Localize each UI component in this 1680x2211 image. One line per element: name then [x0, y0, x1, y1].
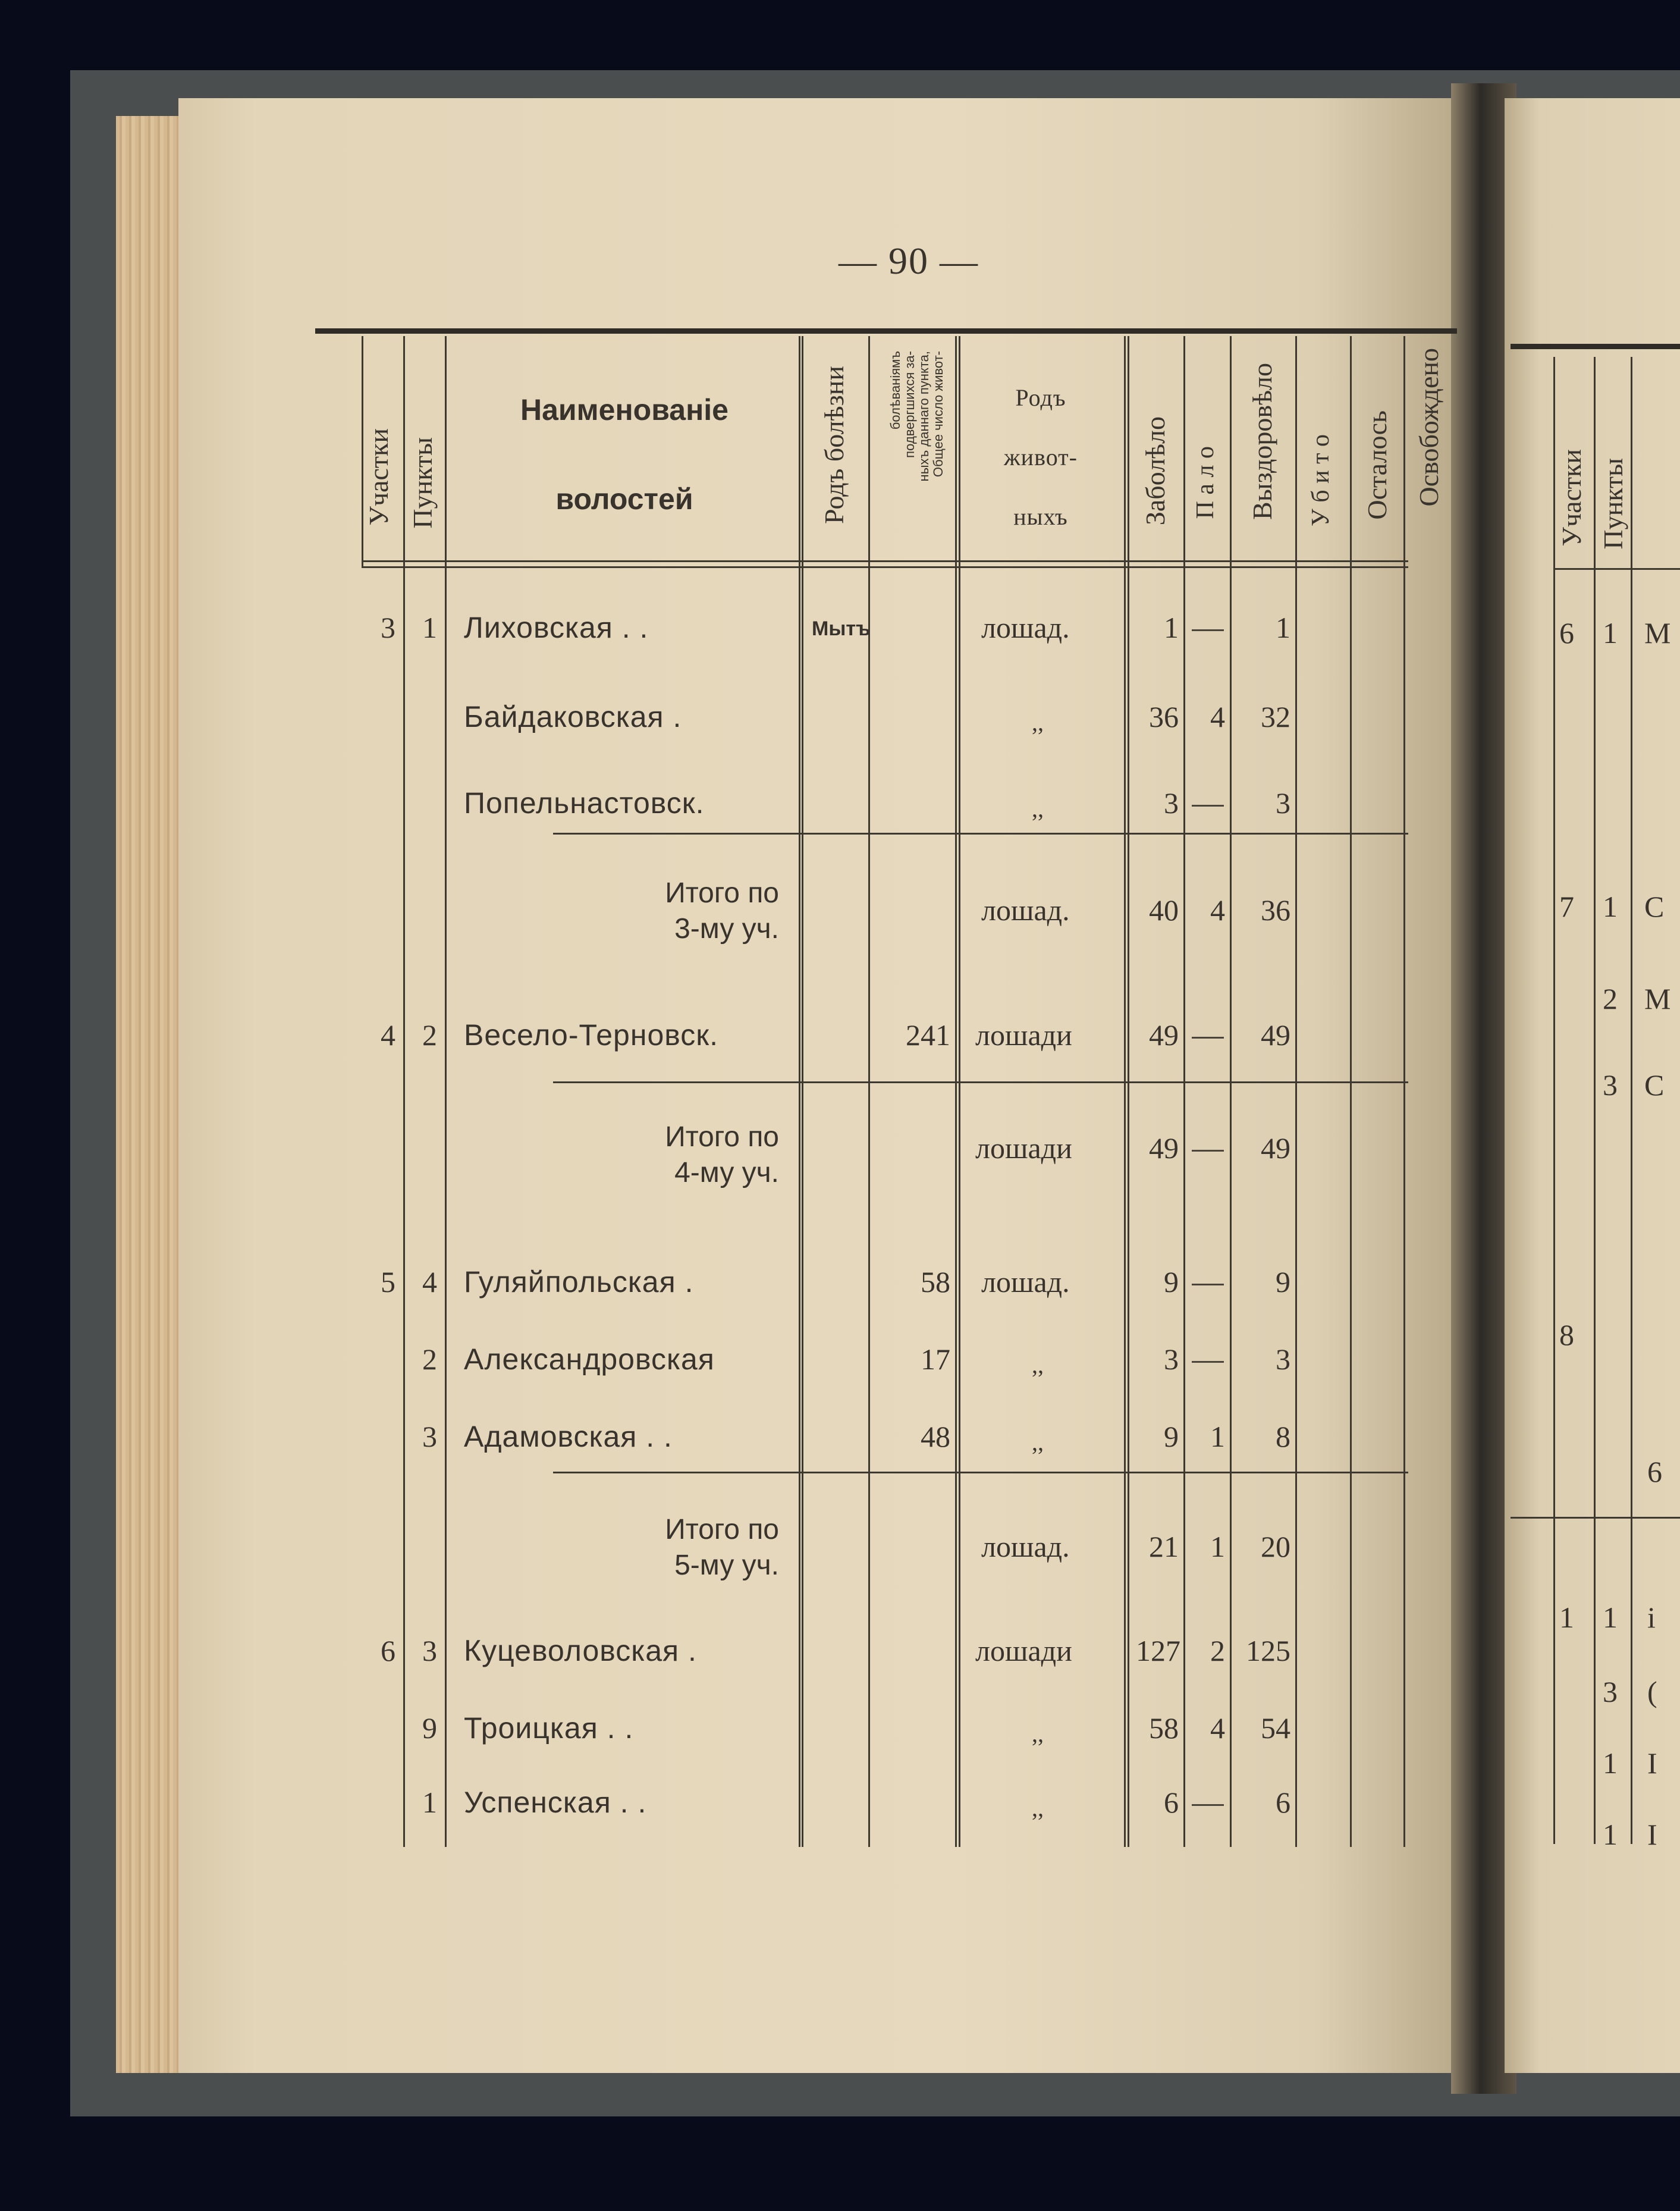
page-number: — 90 —: [839, 240, 979, 282]
col-line: [1124, 336, 1126, 1847]
cell-uchastok: 5: [381, 1265, 395, 1299]
col-line: [955, 336, 957, 1847]
cell-zabolelo: 40: [1149, 893, 1179, 927]
cell-vyzdorovelo: 49: [1261, 1018, 1290, 1052]
cell-palo: 4: [1210, 893, 1225, 927]
cell-vyzdorovelo: 1: [1276, 611, 1290, 644]
header-osvobozhdeno: Освобождено: [1414, 348, 1444, 507]
header-name-line1: Наименованіе: [520, 393, 728, 426]
cell-palo: 1: [1210, 1530, 1225, 1563]
right-cell-text: С: [1644, 890, 1665, 923]
cell-vyzdorovelo: 125: [1246, 1634, 1290, 1667]
cell-vyzdorovelo: 3: [1276, 786, 1290, 820]
cell-vyzdorovelo: 8: [1276, 1420, 1290, 1453]
cell-kind: лошад.: [981, 1530, 1070, 1563]
subtotal-label-line2: 5-му уч.: [674, 1550, 779, 1581]
header-vyzdorovelo: Выздоровѣло: [1247, 363, 1277, 520]
cell-total-animals: 17: [921, 1343, 950, 1376]
cell-uchastok: 6: [381, 1634, 395, 1667]
dash-palo: [1192, 1804, 1224, 1806]
cell-punkt: 4: [422, 1265, 437, 1299]
cell-vyzdorovelo: 49: [1261, 1131, 1290, 1165]
cell-zabolelo: 21: [1149, 1530, 1179, 1563]
cell-uchastok: 3: [381, 611, 395, 644]
header-total-animals: [874, 351, 952, 541]
cell-palo: 2: [1210, 1634, 1225, 1667]
col-line: [959, 336, 960, 1847]
header-kind-line1: Родъ: [1015, 384, 1066, 411]
cell-vyzdorovelo: 54: [1261, 1711, 1290, 1745]
cell-palo: 1: [1210, 1420, 1225, 1453]
cell-kind: лошад.: [981, 1265, 1070, 1299]
right-cell-punkt: 3: [1603, 1068, 1618, 1102]
cell-palo: 4: [1210, 1711, 1225, 1745]
cell-vyzdorovelo: 3: [1276, 1343, 1290, 1376]
cell-punkt: 2: [422, 1018, 437, 1052]
header-ostalos: Осталось: [1362, 410, 1392, 520]
right-section-rule: [1511, 1517, 1680, 1519]
header-zabolelo: Заболѣло: [1140, 416, 1170, 526]
cell-uchastok: 4: [381, 1018, 395, 1052]
cell-zabolelo: 49: [1149, 1131, 1179, 1165]
right-col-line: [1594, 357, 1596, 1844]
cell-kind-ditto: ,,: [1032, 1795, 1044, 1821]
header-total-line: болѣваніямъ: [888, 351, 903, 430]
subtotal-label-line2: 3-му уч.: [674, 913, 779, 945]
right-cell-punkt: 1: [1603, 1601, 1618, 1634]
cell-kind: лошад.: [981, 893, 1070, 927]
cell-kind-ditto: ,,: [1032, 709, 1044, 736]
cell-kind-ditto: ,,: [1032, 1351, 1044, 1378]
cell-volost-name: Лиховская . .: [464, 611, 649, 644]
col-line: [868, 336, 870, 1847]
cell-palo: 4: [1210, 700, 1225, 733]
right-cell-punkt: 1: [1603, 890, 1618, 923]
cell-zabolelo: 3: [1164, 786, 1179, 820]
cell-kind: лошади: [975, 1131, 1072, 1165]
right-cell-text: (: [1647, 1675, 1657, 1708]
cell-vyzdorovelo: 6: [1276, 1786, 1290, 1819]
right-cell-text: С: [1644, 1068, 1665, 1102]
dash-palo: [1192, 1361, 1224, 1363]
cell-punkt: 2: [422, 1343, 437, 1376]
cell-zabolelo: 1: [1164, 611, 1179, 644]
right-cell-uchastok: 6: [1559, 616, 1574, 650]
cell-zabolelo: 9: [1164, 1420, 1179, 1453]
cell-vyzdorovelo: 20: [1261, 1530, 1290, 1563]
dash-palo: [1192, 1037, 1224, 1039]
col-line: [1183, 336, 1185, 1847]
header-palo: П а л о: [1192, 446, 1219, 519]
header-bottom-rule-2: [362, 566, 1408, 568]
cell-disease: Мытъ: [812, 617, 871, 640]
cell-vyzdorovelo: 36: [1261, 893, 1290, 927]
header-uchastki: Участки: [363, 428, 394, 526]
right-cell-uchastok: 8: [1559, 1318, 1574, 1351]
right-cell-text: І: [1647, 1746, 1657, 1780]
right-cell-punkt: 1: [1603, 616, 1618, 650]
cell-punkt: 9: [422, 1711, 437, 1745]
header-punkty: Пункты: [407, 437, 438, 529]
cell-zabolelo: 127: [1136, 1634, 1180, 1667]
right-cell-text: 6: [1647, 1455, 1662, 1488]
col-line: [1128, 336, 1129, 1847]
cell-zabolelo: 3: [1164, 1343, 1179, 1376]
cell-kind-ditto: ,,: [1032, 1429, 1044, 1456]
cell-volost-name: Александровская: [464, 1343, 715, 1376]
dash-palo: [1192, 805, 1224, 807]
cell-volost-name: Весело-Терновск.: [464, 1018, 719, 1052]
col-line: [1295, 336, 1297, 1847]
right-cell-text: І: [1647, 1818, 1657, 1851]
cell-kind: лошади: [975, 1018, 1072, 1052]
header-ubito: У б и т о: [1307, 434, 1334, 526]
subtotal-rule: [553, 833, 1408, 835]
header-kind-line3: ныхъ: [1013, 503, 1068, 530]
page-edges: [116, 116, 187, 2073]
cell-punkt: 1: [422, 611, 437, 644]
right-cell-text: М: [1644, 616, 1671, 650]
right-cell-uchastok: 7: [1559, 890, 1574, 923]
cell-volost-name: Гуляйпольская .: [464, 1265, 694, 1299]
header-kind-line2: живот-: [1004, 444, 1078, 471]
col-line: [1350, 336, 1352, 1847]
cell-volost-name: Успенская . .: [464, 1786, 647, 1819]
subtotal-label-line1: Итого по: [665, 1514, 779, 1545]
right-cell-uchastok: 1: [1559, 1601, 1574, 1634]
right-cell-text: М: [1644, 982, 1671, 1015]
dash-palo: [1192, 1284, 1224, 1285]
right-cell-punkt: 2: [1603, 982, 1618, 1015]
cell-vyzdorovelo: 32: [1261, 700, 1290, 733]
col-line: [1403, 336, 1405, 1847]
table-top-rule: [315, 328, 1457, 334]
subtotal-label-line1: Итого по: [665, 877, 779, 909]
subtotal-rule: [553, 1081, 1408, 1083]
cell-kind: лошади: [975, 1634, 1072, 1667]
col-line: [802, 336, 803, 1847]
cell-total-animals: 48: [921, 1420, 950, 1453]
subtotal-label-line1: Итого по: [665, 1121, 779, 1153]
col-line: [799, 336, 800, 1847]
right-cell-punkt: 1: [1603, 1818, 1618, 1851]
cell-total-animals: 241: [906, 1018, 950, 1052]
header-total-line: подвергшихся за-: [902, 351, 917, 458]
cell-kind: лошад.: [981, 611, 1070, 644]
right-header-punkty: Пункты: [1598, 458, 1628, 550]
header-disease: Родъ болѣзни: [819, 366, 849, 524]
col-line: [1230, 336, 1232, 1847]
right-header-rule: [1553, 568, 1680, 570]
header-name-line2: волостей: [555, 482, 693, 516]
right-cell-punkt: 1: [1603, 1746, 1618, 1780]
cell-punkt: 3: [422, 1420, 437, 1453]
right-col-line: [1553, 357, 1555, 1844]
cell-volost-name: Куцеволовская .: [464, 1634, 697, 1667]
cell-kind-ditto: ,,: [1032, 1720, 1044, 1747]
cell-punkt: 3: [422, 1634, 437, 1667]
cell-volost-name: Троицкая . .: [464, 1711, 634, 1745]
dash-palo: [1192, 629, 1224, 631]
right-header-uchastki: Участки: [1556, 449, 1587, 547]
subtotal-rule: [553, 1472, 1408, 1473]
right-cell-punkt: 3: [1603, 1675, 1618, 1708]
dash-palo: [1192, 1150, 1224, 1152]
right-cell-text: і: [1647, 1601, 1656, 1634]
subtotal-label-line2: 4-му уч.: [674, 1157, 779, 1188]
cell-zabolelo: 36: [1149, 700, 1179, 733]
cell-zabolelo: 6: [1164, 1786, 1179, 1819]
cell-volost-name: Адамовская . .: [464, 1420, 673, 1453]
header-total-line: ныхъ даннаго пункта,: [916, 351, 931, 482]
cell-kind-ditto: ,,: [1032, 795, 1044, 822]
col-line: [403, 336, 405, 1847]
cell-zabolelo: 49: [1149, 1018, 1179, 1052]
col-line: [445, 336, 447, 1847]
cell-total-animals: 58: [921, 1265, 950, 1299]
cell-volost-name: Байдаковская .: [464, 700, 682, 733]
right-col-line: [1631, 357, 1632, 1844]
cell-zabolelo: 58: [1149, 1711, 1179, 1745]
cell-volost-name: Попельнастовск.: [464, 786, 705, 820]
cell-zabolelo: 9: [1164, 1265, 1179, 1299]
right-table-top-rule: [1511, 344, 1680, 349]
cell-punkt: 1: [422, 1786, 437, 1819]
header-total-line: Общее число живот-: [931, 351, 946, 477]
header-bottom-rule: [362, 560, 1408, 562]
cell-vyzdorovelo: 9: [1276, 1265, 1290, 1299]
